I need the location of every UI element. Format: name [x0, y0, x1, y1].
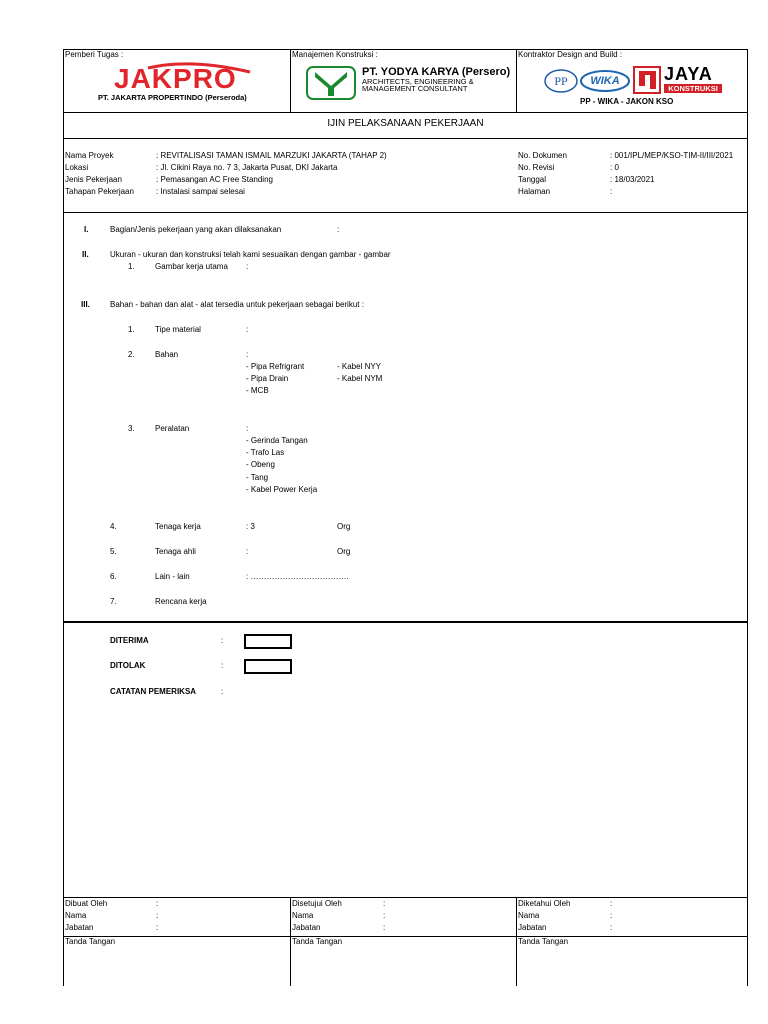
mk-label: Manajemen Konstruksi : [292, 50, 378, 59]
sign-colon: : [383, 899, 386, 908]
info-label-tanggal: Tanggal [518, 175, 547, 184]
sign-colon: : [383, 911, 386, 920]
sign-jabatan-label: Jabatan [65, 923, 94, 932]
kso-text: PP - WIKA - JAKON KSO [580, 97, 674, 106]
pemberi-tugas-label: Pemberi Tugas : [65, 50, 124, 59]
peralatan-item: - Trafo Las [246, 448, 285, 457]
info-value-no-dokumen: : 001/IPL/MEP/KSO-TIM-II/III/2021 [610, 151, 734, 160]
info-bottom-line [63, 212, 748, 213]
jaya-mark-icon [633, 66, 661, 94]
bahan-item: - Pipa Drain [246, 374, 289, 383]
jakpro-logo-text: JAKPRO [114, 63, 237, 94]
info-value-tanggal: : 18/03/2021 [610, 175, 655, 184]
item-7-label: Rencana kerja [155, 597, 207, 606]
info-value-nama-proyek: : REVITALISASI TAMAN ISMAIL MARZUKI JAKARTA (TAHAP 2) [156, 151, 387, 160]
wika-logo-text: WIKA [590, 75, 620, 87]
section-2-sub-colon: : [246, 262, 249, 271]
diterima-label: DITERIMA [110, 636, 149, 645]
section-3-text: Bahan - bahan dan alat - alat tersedia untuk pekerjaan sebagai berikut : [110, 300, 364, 309]
document-title: IJIN PELAKSANAAN PEKERJAAN [327, 118, 484, 129]
item-4-number: 4. [110, 522, 117, 531]
sign-jabatan-label: Jabatan [518, 923, 547, 932]
section-2-text: Ukuran - ukuran dan konstruksi telah kami sesuaikan dengan gambar - gambar [110, 250, 391, 259]
item-3-number: 3. [128, 424, 135, 433]
bahan-item: - Pipa Refrigrant [246, 362, 305, 371]
item-6-label: Lain - lain [155, 572, 190, 581]
item-2-label: Bahan [155, 350, 179, 359]
info-label-jenis-pekerjaan: Jenis Pekerjaan [65, 175, 122, 184]
ditolak-label: DITOLAK [110, 661, 146, 670]
catatan-label: CATATAN PEMERIKSA [110, 687, 197, 696]
item-3-label: Peralatan [155, 424, 190, 433]
body-bottom-line [63, 621, 748, 623]
yodya-line1: ARCHITECTS, ENGINEERING & [362, 77, 474, 86]
catatan-colon: : [221, 687, 224, 696]
pp-logo-text: PP [554, 74, 568, 88]
ditolak-checkbox[interactable] [244, 659, 292, 674]
frame-top-line [63, 49, 748, 50]
pp-logo [543, 68, 579, 94]
sign-ttd-label: Tanda Tangan [65, 937, 116, 946]
item-5-number: 5. [110, 547, 117, 556]
jakpro-company: PT. JAKARTA PROPERTINDO (Perseroda) [98, 93, 247, 102]
info-label-nama-proyek: Nama Proyek [65, 151, 114, 160]
info-label-no-dokumen: No. Dokumen [518, 151, 567, 160]
item-4-value: : 3 [246, 522, 255, 531]
header-bottom-line [63, 112, 748, 113]
ditolak-colon: : [221, 661, 224, 670]
jaya-sub-text: KONSTRUKSI [668, 84, 718, 93]
item-5-unit: Org [337, 547, 351, 556]
item-1-colon: : [246, 325, 249, 334]
section-2-number: II. [82, 250, 89, 259]
wika-logo [580, 70, 630, 92]
info-label-tahapan: Tahapan Pekerjaan [65, 187, 134, 196]
sign-divider-1 [290, 897, 291, 986]
sign-colon: : [383, 923, 386, 932]
info-value-no-revisi: : 0 [610, 163, 619, 172]
item-4-label: Tenaga kerja [155, 522, 201, 531]
frame-right-line [747, 49, 748, 986]
diterima-colon: : [221, 636, 224, 645]
diterima-checkbox[interactable] [244, 634, 292, 649]
sign-role-disetujui: Disetujui Oleh [292, 899, 342, 908]
info-value-lokasi: : Jl. Cikini Raya no. 7 3, Jakarta Pusat, DKI Jakarta [156, 163, 338, 172]
item-4-unit: Org [337, 522, 351, 531]
sign-nama-label: Nama [518, 911, 540, 920]
section-1-colon: : [337, 225, 340, 234]
sign-nama-label: Nama [292, 911, 314, 920]
jakpro-logo [100, 62, 260, 96]
item-2-number: 2. [128, 350, 135, 359]
section-3-number: III. [81, 300, 90, 309]
info-label-no-revisi: No. Revisi [518, 163, 555, 172]
review-bottom-line [63, 897, 748, 898]
sign-colon: : [610, 911, 613, 920]
jaya-logo-text: JAYA [664, 64, 713, 84]
item-1-label: Tipe material [155, 325, 201, 334]
sign-jabatan-label: Jabatan [292, 923, 321, 932]
sign-colon: : [156, 911, 159, 920]
header-divider-2 [516, 49, 517, 112]
yodya-logo-icon [306, 66, 356, 100]
section-1-text: Bagian/Jenis pekerjaan yang akan dilaksanakan [110, 225, 282, 234]
sign-ttd-label: Tanda Tangan [518, 937, 569, 946]
kontraktor-label: Kontraktor Design and Build : [518, 50, 623, 59]
item-7-number: 7. [110, 597, 117, 606]
yodya-name: PT. YODYA KARYA (Persero) [362, 66, 511, 78]
sign-ttd-label: Tanda Tangan [292, 937, 343, 946]
info-label-halaman: Halaman [518, 187, 551, 196]
item-5-value: : [246, 547, 249, 556]
section-2-sub-number: 1. [128, 262, 135, 271]
peralatan-item: - Obeng [246, 460, 275, 469]
yodya-line2: MANAGEMENT CONSULTANT [362, 84, 468, 93]
sign-role-diketahui: Diketahui Oleh [518, 899, 571, 908]
item-6-number: 6. [110, 572, 117, 581]
sign-colon: : [610, 923, 613, 932]
sign-colon: : [156, 923, 159, 932]
info-value-jenis-pekerjaan: : Pemasangan AC Free Standing [156, 175, 273, 184]
item-6-value: : ………………………………. [246, 572, 349, 581]
peralatan-item: - Tang [246, 473, 269, 482]
peralatan-item: - Kabel Power Kerja [246, 485, 318, 494]
peralatan-item: - Gerinda Tangan [246, 436, 308, 445]
sign-colon: : [156, 899, 159, 908]
bahan-item: - MCB [246, 386, 269, 395]
sign-mid-line [63, 936, 748, 937]
bahan-item: - Kabel NYM [337, 374, 383, 383]
item-1-number: 1. [128, 325, 135, 334]
info-value-halaman: : [610, 187, 613, 196]
section-2-sub-text: Gambar kerja utama [155, 262, 228, 271]
info-label-lokasi: Lokasi [65, 163, 89, 172]
info-value-tahapan: : Instalasi sampai selesai [156, 187, 245, 196]
jaya-sub-band [664, 84, 722, 93]
item-2-colon: : [246, 350, 249, 359]
sign-divider-2 [516, 897, 517, 986]
bahan-item: - Kabel NYY [337, 362, 382, 371]
header-divider-1 [290, 49, 291, 112]
title-bottom-line [63, 138, 748, 139]
section-1-number: I. [84, 225, 89, 234]
frame-left-line [63, 49, 64, 986]
item-5-label: Tenaga ahli [155, 547, 196, 556]
sign-colon: : [610, 899, 613, 908]
sign-role-dibuat: Dibuat Oleh [65, 899, 108, 908]
item-3-colon: : [246, 424, 249, 433]
sign-nama-label: Nama [65, 911, 87, 920]
